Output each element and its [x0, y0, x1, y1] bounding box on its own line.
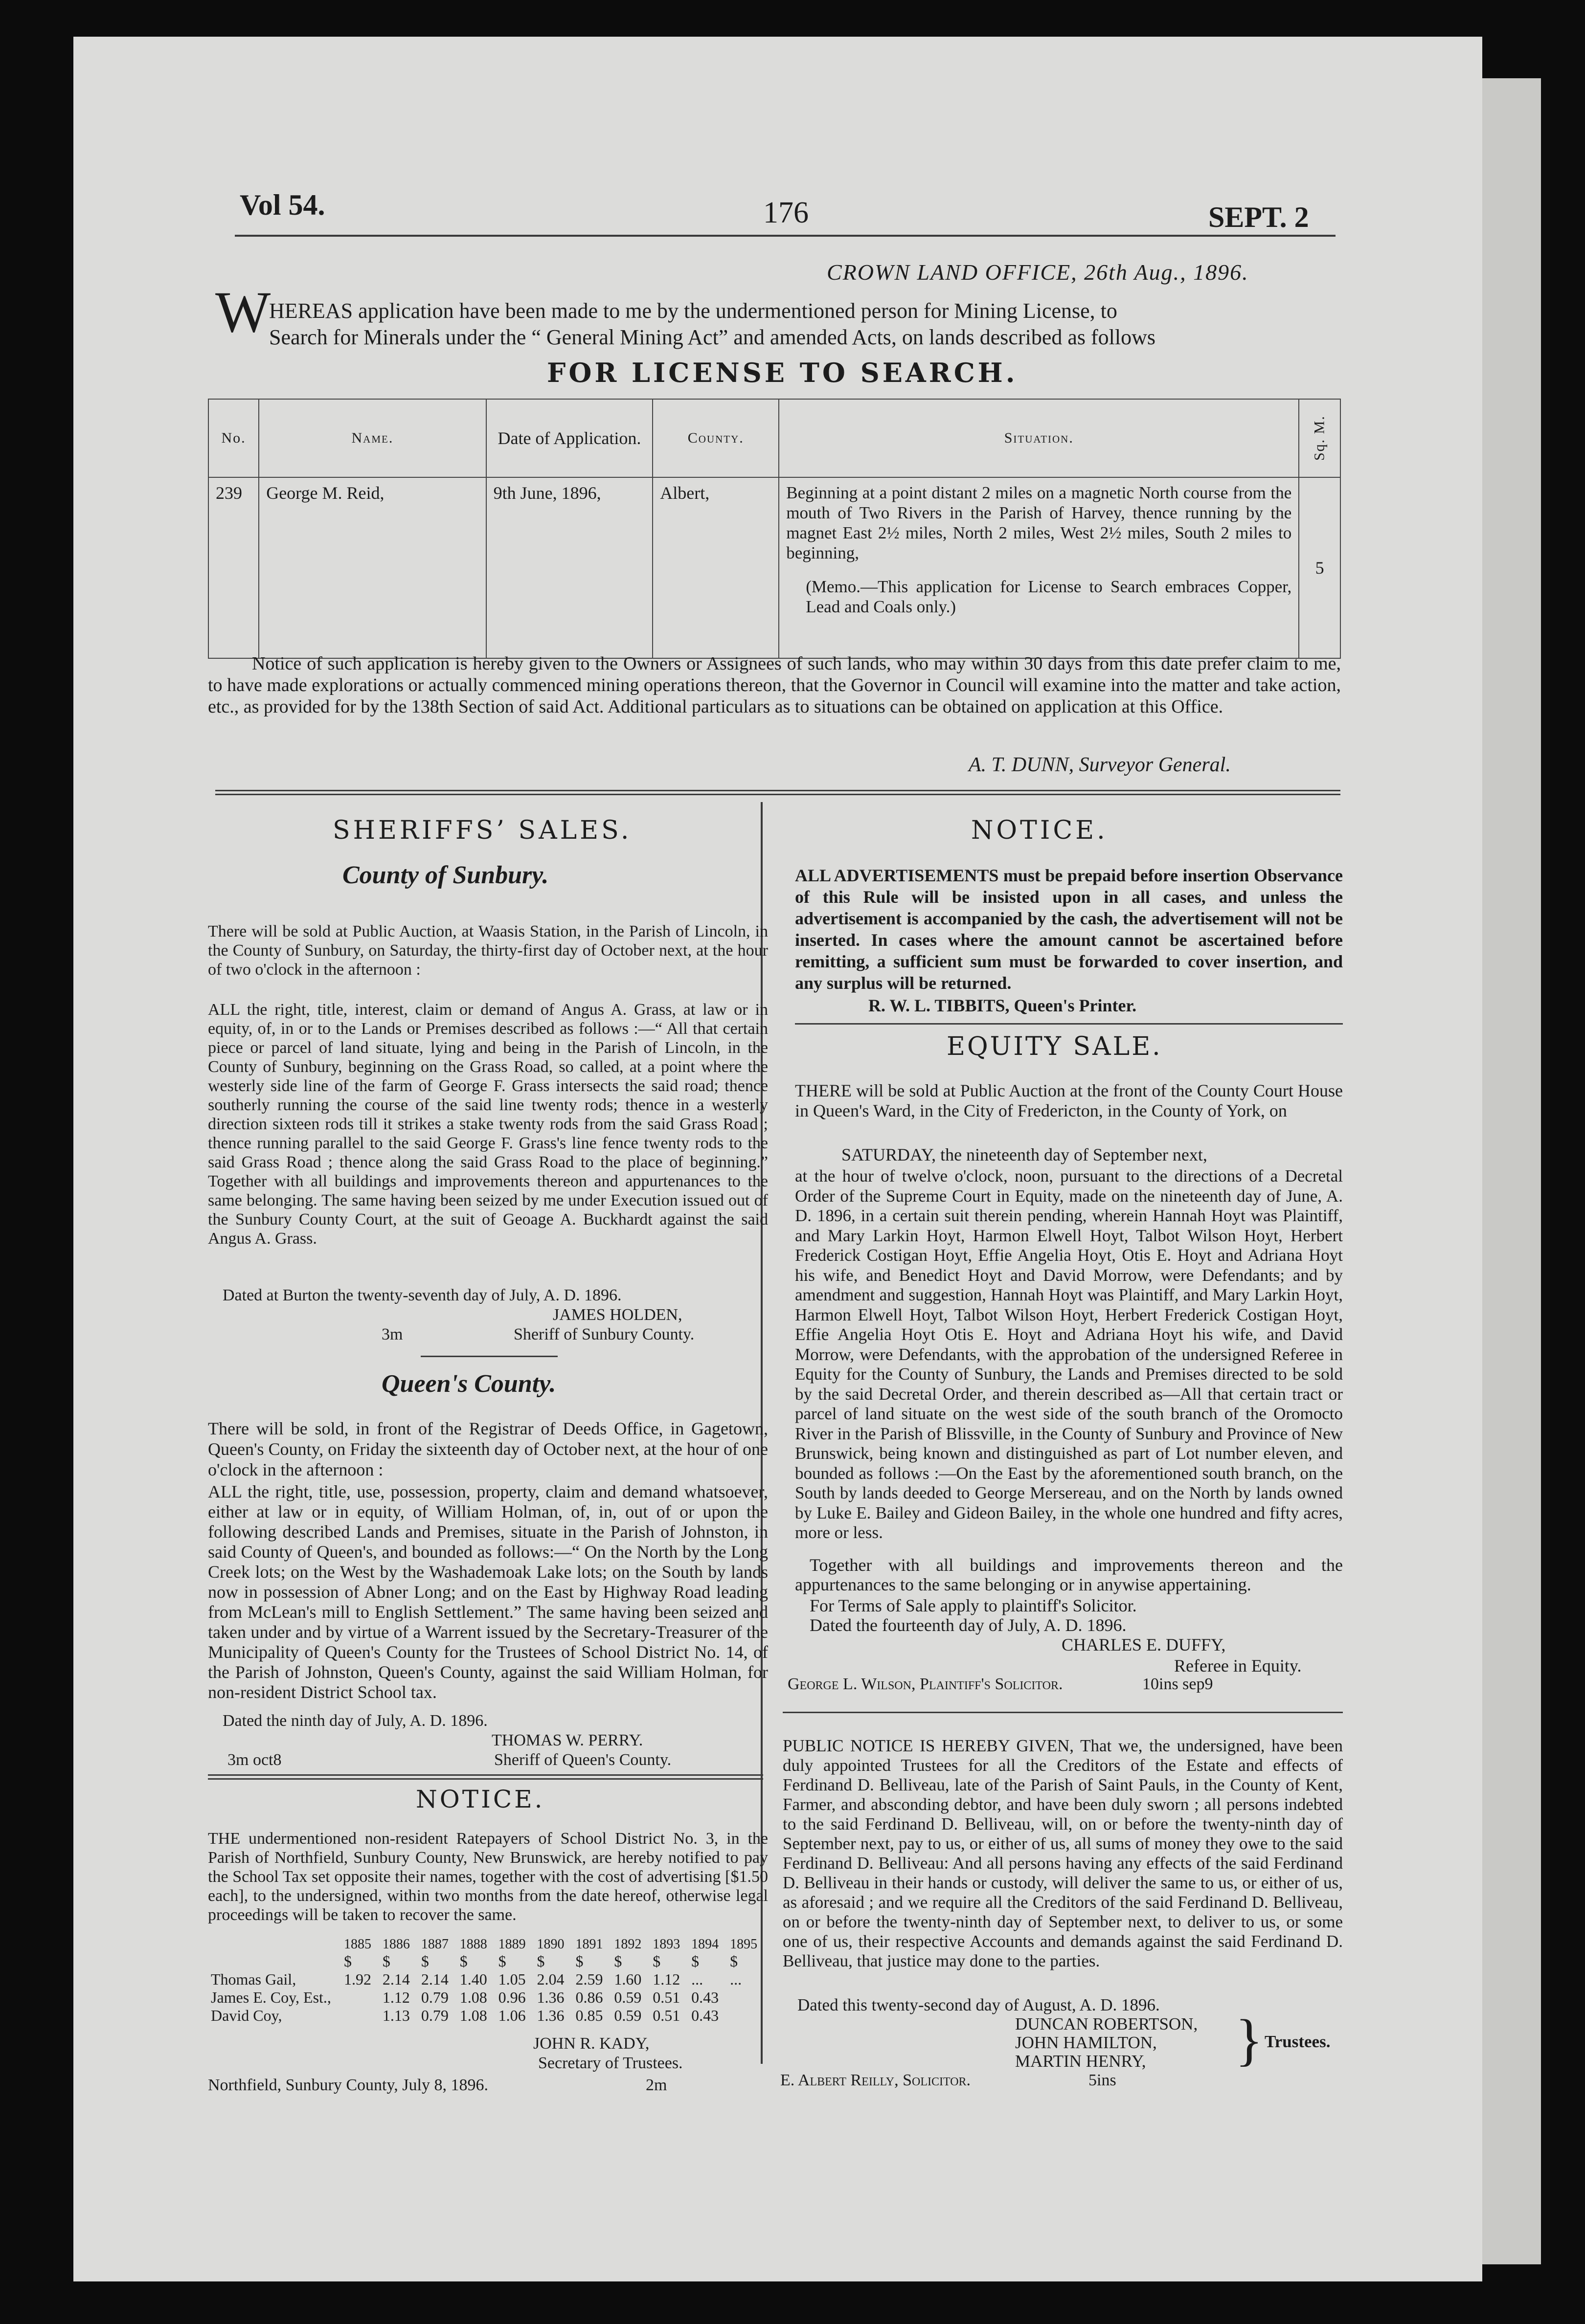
tax-value: 1.36: [537, 2007, 565, 2024]
equity-heading: EQUITY SALE.: [947, 1032, 1162, 1061]
dollar-sign: $: [498, 1952, 506, 1970]
header-rule: [235, 235, 1336, 237]
tax-value: 0.59: [614, 2007, 642, 2024]
tax-row: [208, 1989, 766, 2007]
tax-value: 1.08: [459, 1989, 487, 2006]
license-heading: FOR LICENSE TO SEARCH.: [547, 357, 1018, 388]
sheriffs-heading: SHERIFFS’ SALES.: [333, 816, 632, 845]
intro-line-1: HEREAS application have been made to me by the undermentioned person for Mining License, to: [269, 299, 1117, 323]
tax-value: 0.59: [614, 1989, 642, 2006]
trustees-label: Trustees.: [1265, 2032, 1331, 2051]
notice-signer: R. W. L. TIBBITS, Queen's Printer.: [868, 996, 1137, 1015]
notice-body: ALL ADVERTISEMENTS must be prepaid before insertion Observance of this Rule will be insisted upon in all cases, and unless the advertisement is accompanied by the cash, the advertisement will not be inserted. In cases where the amount cannot be ascertained before remitting, a sufficient sum must be forwarded to cover insertion, and any surplus will be returned.: [795, 866, 1343, 993]
year-1891: 1891: [575, 1937, 603, 1952]
tax-value: 2.59: [575, 1970, 603, 1988]
short-rule: [421, 1356, 558, 1357]
public-notice-body: PUBLIC NOTICE IS HEREBY GIVEN, That we, the undersigned, have been duly appointed Trustees for all the Creditors of the Estate and effects of Ferdinand D. Belliveau, late of the Parish of Saint Pauls, in the County of Kent, Farmer, and absconding debtor, and have been duly sworn ; all persons indebted to the said Ferdinand D. Belliveau, will, on or before the twenty-ninth day of September next, pay to us, or either of us, all sums of money they owe to the said Ferdinand D. Belliveau: And all persons having any effects of the said Ferdinand D. Belliveau in their hands or custody, will deliver the same to us, or either of us, as aforesaid ; and we require all the Creditors of the said Ferdinand D. Belliveau, on or before the twenty-ninth day of September next, to deliver to us, or some one of us, their respective Accounts and demands against the said Ferdinand D. Belliveau, that justice may done to the parties.: [783, 1736, 1343, 1970]
trustee-list: [1015, 2015, 1198, 2071]
tax-row: [208, 1970, 766, 1989]
tax-value: 2.14: [421, 1970, 449, 1988]
row-name: George M. Reid,: [259, 477, 486, 658]
right-rule-1: [795, 1023, 1343, 1025]
tax-value: 1.40: [459, 1970, 487, 1988]
col-name: Name.: [259, 399, 486, 477]
tax-value: ...: [730, 1970, 742, 1988]
year-1890: 1890: [537, 1937, 565, 1952]
tax-value: [341, 1989, 380, 2007]
row-county: Albert,: [653, 477, 779, 658]
license-table: [208, 399, 1341, 659]
equity-solicitor: George L. Wilson, Plaintiff's Solicitor.: [788, 1675, 1063, 1693]
equity-terms: For Terms of Sale apply to plaintiff's Solicitor.: [810, 1596, 1137, 1615]
tax-value: 0.96: [498, 1989, 526, 2006]
year-1889: 1889: [498, 1937, 526, 1952]
year-1887: 1887: [421, 1937, 449, 1952]
tax-value: 0.51: [653, 1989, 680, 2006]
tax-value: 1.05: [498, 1970, 526, 1988]
equity-body: at the hour of twelve o'clock, noon, pursuant to the directions of a Decretal Order of the Supreme Court in Equity, made on the nineteenth day of June, A. D. 1896, in a certain suit therein pending, wherein Hannah Hoyt was Plaintiff, and Mary Larkin Hoyt, Harmon Elwell Hoyt, Talbot Wilson Hoyt, Herbert Frederick Costigan Hoyt, Effie Angelia Hoyt, Otis E. Hoyt and Adriana Hoyt his wife, and Benedict Hoyt and David Morrow, were Defendants; and by amendment and suggestion, Hannah Hoyt was Plaintiff, and Mary Larkin Hoyt, Harmon Elwell Hoyt, Talbot Wilson Hoyt, Herbert Frederick Costigan Hoyt, Effie Angelia Hoyt Otis E. Hoyt and Adriana Hoyt his wife, and David Morrow, were Defendants, with the approbation of the undersigned Referee in Equity for the County of Sunbury, the Lands and Premises directed to be sold by the said Decretal Order, and therein described as—All that certain tract or parcel of land situate on the west side of the south branch of the Oromocto River in the Parish of Blissville, in the County of Sunbury and Province of New Brunswick, being known and distinguished as part of Lot number eleven, and bounded as follows :—On the East by the aforementioned south branch, on the South by lands deeded to George Mersereau, and on the North by lands owned by Luke E. Bailey and Gideon Bailey, in the whole one hundred and fifty acres, more or less.: [795, 1166, 1343, 1542]
public-solicitor: E. Albert Reilly, Solicitor.: [780, 2071, 971, 2089]
dollar-sign: $: [691, 1952, 700, 1970]
tax-value: [341, 2007, 380, 2025]
sunbury-heading: County of Sunbury.: [342, 861, 549, 889]
tax-value: 1.08: [459, 2007, 487, 2024]
trustee-name: MARTIN HENRY,: [1015, 2052, 1146, 2071]
tax-name: David Coy,: [211, 2007, 282, 2024]
license-table-header: [208, 399, 1340, 477]
queens-intro: There will be sold, in front of the Registrar of Deeds Office, in Gagetown, Queen's County, on Friday the sixteenth day of October next, at the hour of one o'clock in the afternoon :: [208, 1419, 768, 1479]
right-rule-2: [783, 1712, 1343, 1713]
sunbury-intro-text: There will be sold at Public Auction, at Waasis Station, in the Parish of Lincoln, in the County of Sunbury, on Saturday, the thirty-first day of October next, at the hour of two o'clock in the afternoon :: [208, 922, 768, 979]
intro-line-2: Search for Minerals under the “ General Mining Act” and amended Acts, on lands described as follows: [269, 325, 1156, 349]
tax-table: [208, 1937, 766, 2025]
trustee-name: JOHN HAMILTON,: [1015, 2033, 1157, 2052]
tax-value: 0.79: [421, 2007, 449, 2024]
dollar-sign: $: [614, 1952, 622, 1970]
year-1892: 1892: [614, 1937, 642, 1952]
dollar-sign: $: [575, 1952, 584, 1970]
col-county: County.: [653, 399, 779, 477]
page-number: 176: [763, 196, 809, 229]
drop-cap: W: [215, 279, 271, 344]
school-footer: Northfield, Sunbury County, July 8, 1896.: [208, 2076, 488, 2094]
tax-value: 1.36: [537, 1989, 565, 2006]
tax-years-row: [208, 1937, 766, 1952]
tax-value: 1.13: [382, 2007, 410, 2024]
dollar-sign: $: [459, 1952, 468, 1970]
school-notice-heading: NOTICE.: [416, 1785, 545, 1813]
col-sq: Sq. M.: [1299, 399, 1340, 477]
equity-appurtenances: Together with all buildings and improvements thereon and the appurtenances to the same belonging or in anywise appertaining.: [795, 1555, 1343, 1594]
public-code: 5ins: [1088, 2071, 1116, 2089]
tax-value: 0.51: [653, 2007, 680, 2024]
left-rule-1: [208, 1774, 763, 1776]
school-signer: JOHN R. KADY,: [533, 2034, 650, 2053]
dollar-sign: $: [653, 1952, 661, 1970]
application-notice: Notice of such application is hereby given to the Owners or Assignees of such lands, who may within 30 days from this date prefer claim to me, to have made explorations or actually commenced mining operations thereon, that the Governor in Council will examine into the matter and take action, etc., as provided for by the 138th Section of said Act. Additional particulars as to situations can be obtained on application at this Office.: [208, 653, 1341, 717]
queens-sheriff-title: Sheriff of Queen's County.: [494, 1751, 672, 1769]
dollar-sign: $: [730, 1952, 738, 1970]
tax-name: James E. Coy, Est.,: [211, 1989, 331, 2006]
left-rule-2: [208, 1778, 763, 1780]
crown-dateline: CROWN LAND OFFICE, 26th Aug., 1896.: [827, 260, 1249, 285]
row-situation: [779, 477, 1299, 658]
issue-date: SEPT. 2: [1208, 201, 1309, 233]
year-1885: 1885: [344, 1937, 371, 1952]
year-1886: 1886: [382, 1937, 410, 1952]
sunbury-intro: [208, 922, 768, 979]
page-edge: [1482, 78, 1541, 2264]
queens-dated: Dated the ninth day of July, A. D. 1896.: [223, 1712, 488, 1730]
tax-value: 2.04: [537, 1970, 565, 1988]
tax-value: 2.14: [382, 1970, 410, 1988]
public-notice-dated: Dated this twenty-second day of August, A. D. 1896.: [797, 1995, 1160, 2014]
tax-value: 1.60: [614, 1970, 642, 1988]
section-rule-1: [215, 790, 1340, 791]
volume-number: Vol 54.: [240, 189, 325, 221]
tax-value: [727, 1989, 766, 2007]
row-no: 239: [208, 477, 259, 658]
queens-body: ALL the right, title, use, possession, property, claim and demand whatsoever, either at law or in equity, of William Holman, of, in, out of or upon the following described Lands and Premises, situate in the Parish of Johnston, in said County of Queen's, and bounded as follows:—“ On the North by the Long Creek lots; on the West by the Washademoak Lake lots; on the South by lands now in possession of Abner Long; and on the East by Highway Road leading from McLean's mill to English Settlement.” The same having been seized and taken under and by virtue of a Warrent issued by the Secretary-Treasurer of the Municipality of Queen's County for the Trustees of School District No. 14, of the Parish of Johnston, Queen's County, against the said William Holman, for non-resident District School tax.: [208, 1482, 768, 1702]
tax-value: 1.12: [653, 1970, 680, 1988]
section-rule-2: [215, 794, 1340, 795]
memo-text: (Memo.—This application for License to Search embraces Copper, Lead and Coals only.): [806, 577, 1292, 616]
year-1888: 1888: [459, 1937, 487, 1952]
col-date: Date of Application.: [486, 399, 653, 477]
equity-intro: THERE will be sold at Public Auction at the front of the County Court House in Queen's Ward, in the City of Fredericton, in the County of York, on: [795, 1081, 1343, 1120]
tax-value: 0.85: [575, 2007, 603, 2024]
row-sq: 5: [1299, 477, 1340, 658]
sunbury-code: 3m: [382, 1325, 403, 1343]
row-date: 9th June, 1896,: [486, 477, 653, 658]
queens-heading: Queen's County.: [382, 1370, 556, 1398]
trustee-brace: }: [1235, 2008, 1263, 2072]
dollar-sign: $: [344, 1952, 352, 1970]
tax-value: 1.12: [382, 1989, 410, 2006]
equity-code: 10ins sep9: [1142, 1675, 1213, 1693]
equity-signer: CHARLES E. DUFFY,: [1062, 1635, 1226, 1654]
tax-value: ...: [691, 1970, 703, 1988]
queens-code: 3m oct8: [227, 1751, 282, 1769]
license-row: [208, 477, 1340, 658]
sunbury-sheriff-title: Sheriff of Sunbury County.: [514, 1325, 695, 1343]
col-situation: Situation.: [779, 399, 1299, 477]
tax-value: [727, 2007, 766, 2025]
year-1894: 1894: [691, 1937, 719, 1952]
sunbury-body: ALL the right, title, interest, claim or demand of Angus A. Grass, at law or in equity, of, in or to the Lands or Premises described as follows :—“ All that certain piece or parcel of land situate, lying and being in the Parish of Lincoln, in the County of Sunbury, beginning on the Grass Road, so called, at a point where the westerly side line of the farm of George F. Grass intersects the said road; thence southerly running the course of the said line twenty rods; thence in a westerly direction sixteen rods till it strikes a stake twenty rods from the said Grass Road ; thence running parallel to the said George F. Grass's line fence twenty rods to the said Grass Road ; thence along the said Grass Road to the place of beginning.” Together with all buildings and improvements thereon and appurtenances to the same belonging. The same having been seized by me under Execution issued out of the Sunbury County Court, at the suit of Geoage A. Buckhardt against the said Angus A. Grass.: [208, 1001, 768, 1248]
tax-value: 0.43: [691, 2007, 719, 2024]
sunbury-signer: JAMES HOLDEN,: [553, 1306, 682, 1324]
queens-signer: THOMAS W. PERRY.: [492, 1731, 643, 1749]
notice-heading: NOTICE.: [971, 816, 1108, 845]
equity-signer-title: Referee in Equity.: [1174, 1656, 1302, 1676]
school-signer-title: Secretary of Trustees.: [538, 2054, 683, 2072]
tax-dollar-row: [208, 1952, 766, 1970]
col-no: No.: [208, 399, 259, 477]
school-notice-body: THE undermentioned non-resident Ratepayers of School District No. 3, in the Parish of Northfield, Sunbury County, New Brunswick, are hereby notified to pay the School Tax set opposite their names, together with the cost of advertising [$1.50 each], to the undersigned, within two months from the date hereof, otherwise legal proceedings will be taken to recover the same.: [208, 1830, 768, 1924]
tax-value: 1.92: [344, 1970, 371, 1988]
equity-date-line: SATURDAY, the nineteenth day of September next,: [841, 1145, 1207, 1164]
tax-value: 1.06: [498, 2007, 526, 2024]
tax-value: 0.43: [691, 1989, 719, 2006]
year-1893: 1893: [653, 1937, 680, 1952]
school-code: 2m: [646, 2076, 667, 2094]
tax-name: Thomas Gail,: [211, 1970, 296, 1988]
sunbury-dated: Dated at Burton the twenty-seventh day of July, A. D. 1896.: [223, 1286, 622, 1304]
tax-row: [208, 2007, 766, 2025]
tax-value: 0.86: [575, 1989, 603, 2006]
equity-dated: Dated the fourteenth day of July, A. D. 1896.: [810, 1615, 1127, 1635]
dollar-sign: $: [537, 1952, 545, 1970]
dollar-sign: $: [421, 1952, 429, 1970]
situation-text: Beginning at a point distant 2 miles on a magnetic North course from the mouth of Two Rivers in the Parish of Harvey, thence running by the magnet East 2½ miles, North 2 miles, West 2½ miles, South 2 miles to beginning,: [786, 483, 1292, 562]
year-1895: 1895: [730, 1937, 758, 1952]
surveyor-signature: A. T. DUNN, Surveyor General.: [969, 754, 1231, 776]
trustee-name: DUNCAN ROBERTSON,: [1015, 2014, 1198, 2034]
dollar-sign: $: [382, 1952, 390, 1970]
tax-value: 0.79: [421, 1989, 449, 2006]
